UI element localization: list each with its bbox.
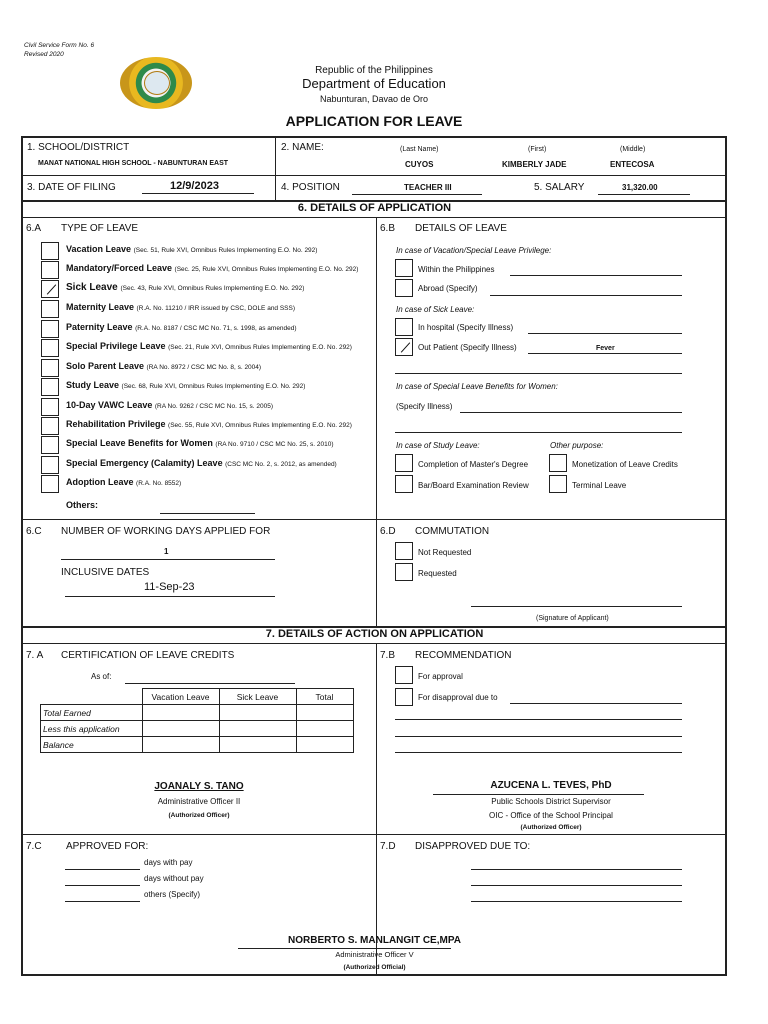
section-6d-label: 6.D [380,526,396,537]
paternity-leave-label: Paternity Leave (R.A. No. 8187 / CSC MC No. 71, s. 1998, as amended) [66,322,297,332]
monetization-checkbox[interactable] [549,454,567,472]
within-philippines-line[interactable] [510,275,682,276]
women-benefits-leave-label: Special Leave Benefits for Women (RA No. 9710 / CSC MC No. 25, s. 2010) [66,438,334,448]
disapproved-reason-line[interactable] [471,869,682,870]
solo-parent-leave-checkbox[interactable] [41,359,59,377]
check-mark-icon [401,342,410,352]
last-name-value: CUYOS [405,160,434,169]
maternity-leave-checkbox[interactable] [41,300,59,318]
date-of-filing-value: 12/9/2023 [170,180,219,192]
officer2-title: Public Schools District Supervisor [491,797,611,806]
as-of-line[interactable] [125,683,295,684]
position-label: 4. POSITION [281,182,340,193]
location-label: Nabunturan, Davao de Oro [319,94,429,104]
for-disapproval-checkbox[interactable] [395,688,413,706]
last-name-header: (Last Name) [400,146,439,153]
school-label: 1. SCHOOL/DISTRICT [27,142,130,153]
vacation-case-heading: In case of Vacation/Special Leave Privilege: [396,246,552,255]
applicant-signature-caption: (Signature of Applicant) [536,615,609,622]
bar-exam-checkbox[interactable] [395,475,413,493]
women-benefits-leave-checkbox[interactable] [41,436,59,454]
name-label: 2. NAME: [281,142,324,153]
table-header-blank [41,689,143,705]
out-patient-label: Out Patient (Specify Illness) [418,343,517,352]
middle-name-value: ENTECOSA [610,160,655,169]
vawc-leave-checkbox[interactable] [41,398,59,416]
applicant-signature-line[interactable] [471,606,682,607]
others-specify-label: others (Specify) [144,890,201,899]
section-6c-label: 6.C [26,526,42,537]
paternity-leave-checkbox[interactable] [41,320,59,338]
table-row [41,705,354,721]
forced-leave-checkbox[interactable] [41,261,59,279]
section-6b-label: 6.B [380,223,396,234]
in-hospital-label: In hospital (Specify Illness) [418,323,514,332]
first-name-header: (First) [528,146,547,153]
section-6b-title: DETAILS OF LEAVE [415,223,507,234]
not-requested-checkbox[interactable] [395,542,413,560]
position-value: TEACHER III [404,183,452,192]
officer1-title: Administrative Officer II [157,797,241,806]
for-approval-checkbox[interactable] [395,666,413,684]
section-7d-title: DISAPPROVED DUE TO: [415,841,531,852]
abroad-label: Abroad (Specify) [418,284,478,293]
for-disapproval-label: For disapproval due to [418,693,498,702]
inclusive-dates-label: INCLUSIVE DATES [61,567,150,578]
row-less-this-application: Less this application [41,721,143,737]
table-header-total: Total [296,689,353,705]
leave-credits-table [40,688,354,753]
requested-checkbox[interactable] [395,563,413,581]
section-7d-label: 7.D [380,841,396,852]
sick-leave-checkbox[interactable] [41,280,59,298]
calamity-leave-label: Special Emergency (Calamity) Leave (CSC MC No. 2, s. 2012, as amended) [66,458,337,468]
check-mark-icon [47,284,56,294]
special-privilege-leave-label: Special Privilege Leave (Sec. 21, Rule XVI, Omnibus Rules Implementing E.O. No. 292) [66,341,352,351]
section-7b-label: 7.B [380,650,396,661]
adoption-leave-label: Adoption Leave (R.A. No. 8552) [66,477,182,487]
rehabilitation-leave-label: Rehabilitation Privilege (Sec. 55, Rule XVI, Omnibus Rules Implementing E.O. No. 292) [66,419,352,429]
section-6a-label: 6.A [26,223,42,234]
department-label: Department of Education [302,76,446,91]
authorized-official-title: Administrative Officer V [335,950,414,959]
others-label: Others: [66,500,99,510]
study-leave-label: Study Leave (Sec. 68, Rule XVI, Omnibus Rules Implementing E.O. No. 292) [66,380,306,390]
table-row [41,721,354,737]
officer1-name: JOANALY S. TANO [154,781,244,792]
officer2-name: AZUCENA L. TEVES, PhD [490,780,612,791]
in-hospital-line[interactable] [528,333,682,334]
women-case-heading: In case of Special Leave Benefits for Women: [396,382,558,391]
section-7a-label: 7. A [26,650,44,661]
abroad-line[interactable] [490,295,682,296]
forced-leave-label: Mandatory/Forced Leave (Sec. 25, Rule XVI, Omnibus Rules Implementing E.O. No. 292) [66,263,359,273]
section-6c-title: NUMBER OF WORKING DAYS APPLIED FOR [61,526,271,537]
abroad-checkbox[interactable] [395,279,413,297]
days-with-pay-line[interactable] [65,869,140,870]
women-illness-line[interactable] [460,412,682,413]
date-of-filing-label: 3. DATE OF FILING [27,182,116,193]
within-philippines-checkbox[interactable] [395,259,413,277]
as-of-label: As of: [91,672,112,681]
within-philippines-label: Within the Philippines [418,265,495,274]
row-balance: Balance [41,737,143,753]
row-total-earned: Total Earned [41,705,143,721]
adoption-leave-checkbox[interactable] [41,475,59,493]
maternity-leave-label: Maternity Leave (R.A. No. 11210 / IRR issued by CSC, DOLE and SSS) [66,302,296,312]
authorized-official-role: (Authorized Official) [343,964,406,971]
section-6d-title: COMMUTATION [415,526,490,537]
inclusive-dates-value: 11-Sep-23 [144,581,195,593]
vawc-leave-label: 10-Day VAWC Leave (RA No. 9262 / CSC MC No. 15, s. 2005) [66,400,274,410]
sick-leave-label: Sick Leave (Sec. 43, Rule XVI, Omnibus Rules Implementing E.O. No. 292) [66,282,305,293]
section-6a-title: TYPE OF LEAVE [61,223,139,234]
bar-exam-label: Bar/Board Examination Review [418,481,529,490]
rehabilitation-leave-checkbox[interactable] [41,417,59,435]
salary-value: 31,320.00 [622,183,658,192]
days-without-pay-line[interactable] [65,885,140,886]
masters-degree-checkbox[interactable] [395,454,413,472]
vacation-leave-checkbox[interactable] [41,242,59,260]
form-revision: Revised 2020 [24,51,64,58]
not-requested-label: Not Requested [418,548,472,557]
officer1-role: (Authorized Officer) [168,812,230,819]
section-7c-title: APPROVED FOR: [66,841,149,852]
officer2-oic-title: OIC - Office of the School Principal [489,811,613,820]
authorized-official-name: NORBERTO S. MANLANGIT CE,MPA [288,935,461,946]
salary-label: 5. SALARY [534,182,585,193]
first-name-value: KIMBERLY JADE [502,160,567,169]
section-7c-label: 7.C [26,841,42,852]
school-value: MANAT NATIONAL HIGH SCHOOL - NABUNTURAN EAST [38,160,229,167]
section-7b-title: RECOMMENDATION [415,650,512,661]
section-7a-title: CERTIFICATION OF LEAVE CREDITS [61,650,235,661]
days-without-pay-label: days without pay [144,874,204,883]
specify-illness-label: (Specify Illness) [396,402,453,411]
form-number: Civil Service Form No. 6 [24,42,95,49]
others-specify-line[interactable] [65,901,140,902]
table-header-sick: Sick Leave [219,689,296,705]
vacation-leave-label: Vacation Leave (Sec. 51, Rule XVI, Omnibus Rules Implementing E.O. No. 292) [66,244,318,254]
in-hospital-checkbox[interactable] [395,318,413,336]
monetization-label: Monetization of Leave Credits [572,460,678,469]
working-days-value: 1 [164,547,169,556]
study-case-heading: In case of Study Leave: [396,441,480,450]
solo-parent-leave-label: Solo Parent Leave (RA No. 8972 / CSC MC No. 8, s. 2004) [66,361,262,371]
illness-value: Fever [596,345,615,352]
study-leave-checkbox[interactable] [41,378,59,396]
special-privilege-leave-checkbox[interactable] [41,339,59,357]
others-input-line[interactable] [160,513,255,514]
masters-degree-label: Completion of Master's Degree [418,460,529,469]
other-purpose-heading: Other purpose: [550,441,604,450]
disapproval-reason-line[interactable] [510,703,682,704]
days-with-pay-label: days with pay [144,858,193,867]
section-6-title: 6. DETAILS OF APPLICATION [297,202,452,214]
officer2-role: (Authorized Officer) [520,824,582,831]
table-row [41,737,354,753]
out-patient-checkbox[interactable] [395,338,413,356]
terminal-leave-label: Terminal Leave [572,481,627,490]
sick-case-heading: In case of Sick Leave: [396,305,475,314]
section-7-title: 7. DETAILS OF ACTION ON APPLICATION [265,628,484,640]
terminal-leave-checkbox[interactable] [549,475,567,493]
calamity-leave-checkbox[interactable] [41,456,59,474]
requested-label: Requested [418,569,457,578]
for-approval-label: For approval [418,672,463,681]
page-title: APPLICATION FOR LEAVE [285,113,463,129]
middle-name-header: (Middle) [620,146,646,153]
table-header-vacation: Vacation Leave [142,689,219,705]
republic-label: Republic of the Philippines [315,65,433,76]
